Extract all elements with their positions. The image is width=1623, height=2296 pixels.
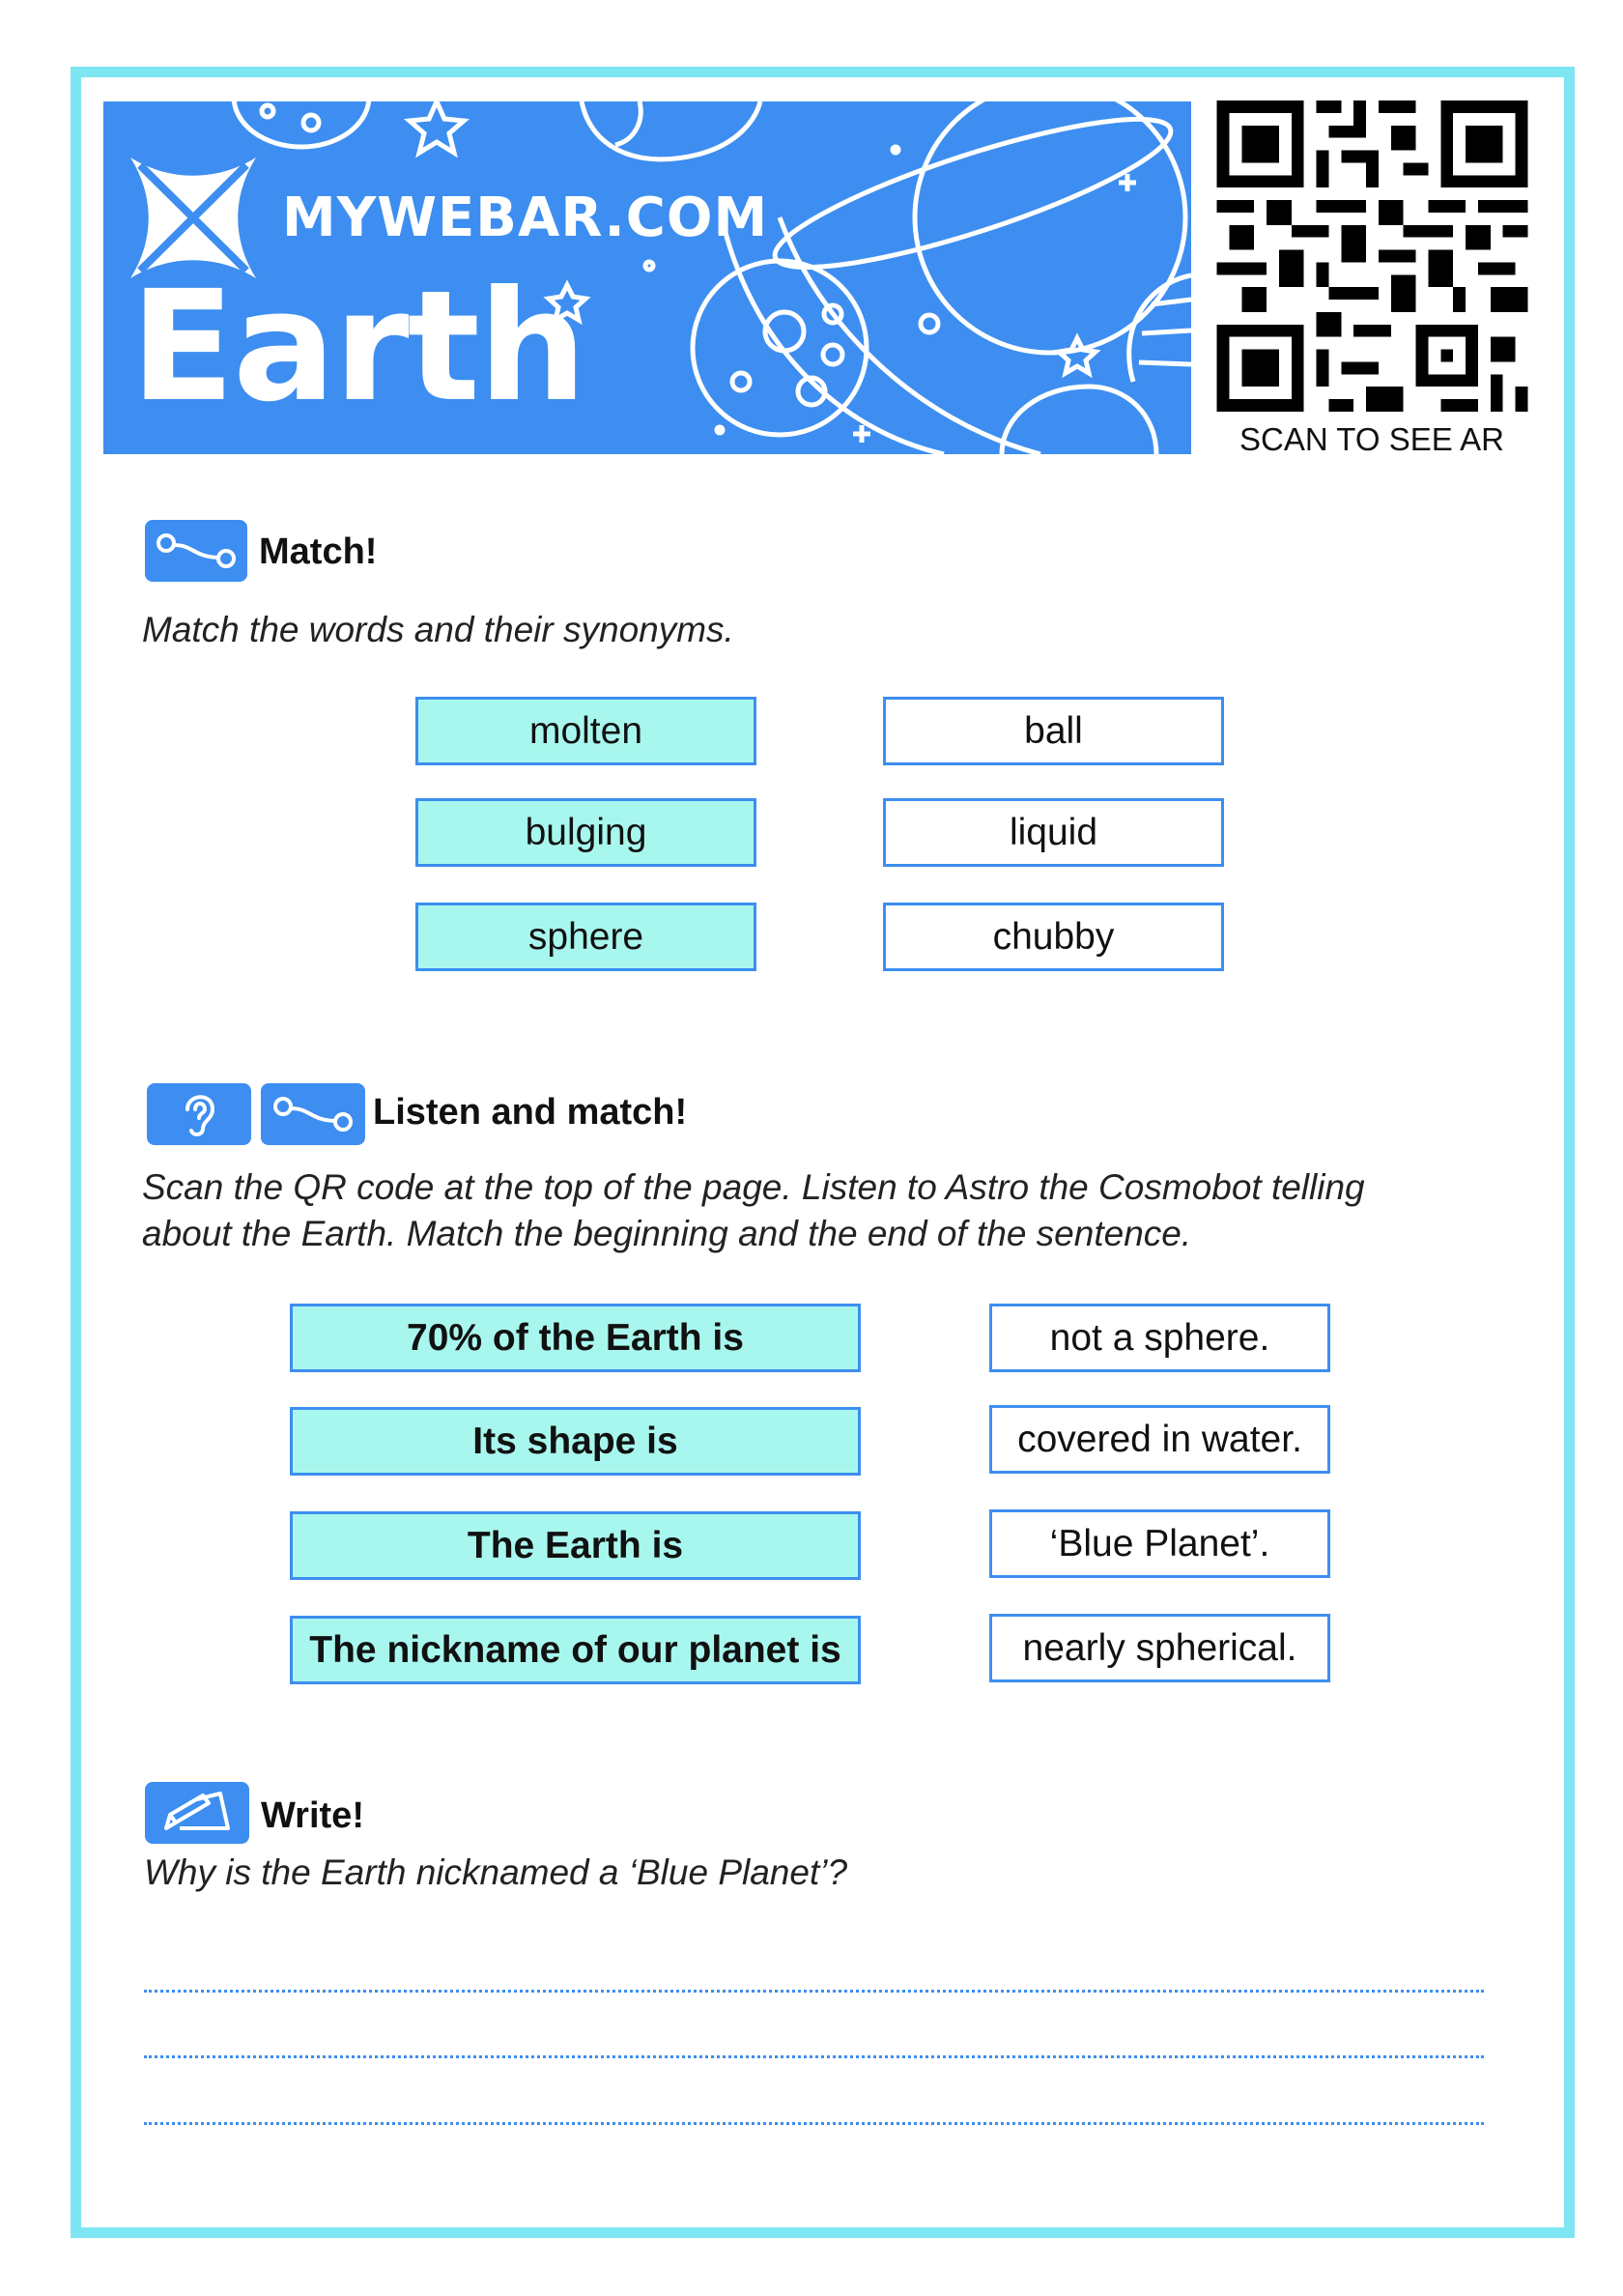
page-title: Earth [130, 258, 585, 436]
match-right-3[interactable]: chubby [883, 903, 1224, 971]
header-banner [103, 101, 1191, 454]
listen-left-1[interactable]: 70% of the Earth is [290, 1304, 861, 1372]
listen-right-3[interactable]: ‘Blue Planet’. [989, 1509, 1330, 1578]
qr-code[interactable] [1216, 100, 1528, 412]
write-question: Why is the Earth nicknamed a ‘Blue Planet’? [144, 1852, 848, 1892]
match-left-2[interactable]: bulging [415, 798, 756, 867]
listen-instruction-line1: Scan the QR code at the top of the page. Listen to Astro the Cosmobot telling [142, 1167, 1365, 1207]
answer-line-2[interactable] [144, 2055, 1484, 2058]
site-name: MYWEBAR.COM [282, 187, 769, 249]
match-right-2[interactable]: liquid [883, 798, 1224, 867]
connect-dots-icon [145, 520, 247, 582]
match-instruction: Match the words and their synonyms. [142, 610, 734, 649]
match-right-1[interactable]: ball [883, 697, 1224, 765]
match-left-3[interactable]: sphere [415, 903, 756, 971]
answer-line-3[interactable] [144, 2122, 1484, 2125]
listen-right-2[interactable]: covered in water. [989, 1405, 1330, 1474]
scan-label: SCAN TO SEE AR [1239, 421, 1504, 457]
listen-instruction-line2: about the Earth. Match the beginning and the end of the sentence. [142, 1214, 1192, 1253]
listen-left-2[interactable]: Its shape is [290, 1407, 861, 1476]
answer-line-1[interactable] [144, 1990, 1484, 1993]
match-left-1[interactable]: molten [415, 697, 756, 765]
listen-left-4[interactable]: The nickname of our planet is [290, 1616, 861, 1684]
ear-icon [147, 1083, 251, 1145]
listen-title: Listen and match! [373, 1092, 688, 1133]
listen-right-1[interactable]: not a sphere. [989, 1304, 1330, 1372]
pencil-paper-icon [145, 1782, 249, 1844]
write-title: Write! [261, 1795, 364, 1836]
match-title: Match! [259, 531, 378, 572]
listen-right-4[interactable]: nearly spherical. [989, 1614, 1330, 1682]
connect-dots-icon [261, 1083, 365, 1145]
listen-left-3[interactable]: The Earth is [290, 1511, 861, 1580]
